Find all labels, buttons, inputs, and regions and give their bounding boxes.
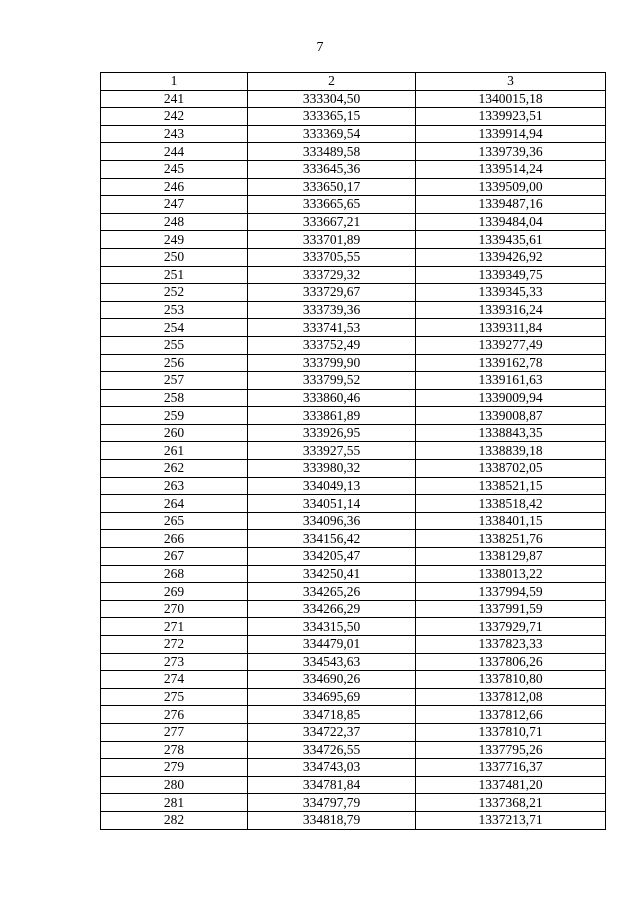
table-row <box>101 512 606 530</box>
coordinates-table <box>100 72 606 830</box>
x-coordinate-cell: 333369,54 <box>248 125 416 143</box>
x-coordinate-cell: 334743,03 <box>248 759 416 777</box>
point-number-cell: 268 <box>101 565 248 583</box>
y-coordinate-cell: 1339161,63 <box>416 372 606 390</box>
point-number-cell: 282 <box>101 811 248 829</box>
y-coordinate-cell: 1338401,15 <box>416 512 606 530</box>
table-row <box>101 477 606 495</box>
y-coordinate-cell: 1339316,24 <box>416 301 606 319</box>
y-coordinate-cell: 1339914,94 <box>416 125 606 143</box>
point-number-cell: 260 <box>101 424 248 442</box>
point-number-cell: 275 <box>101 688 248 706</box>
y-coordinate-cell: 1337716,37 <box>416 759 606 777</box>
table-row <box>101 213 606 231</box>
y-coordinate-cell: 1339311,84 <box>416 319 606 337</box>
y-coordinate-cell: 1338013,22 <box>416 565 606 583</box>
point-number-cell: 273 <box>101 653 248 671</box>
point-number-cell: 272 <box>101 636 248 654</box>
y-coordinate-cell: 1339345,33 <box>416 284 606 302</box>
x-coordinate-cell: 334690,26 <box>248 671 416 689</box>
y-coordinate-cell: 1337810,80 <box>416 671 606 689</box>
x-coordinate-cell: 334818,79 <box>248 811 416 829</box>
x-coordinate-cell: 334250,41 <box>248 565 416 583</box>
point-number-cell: 245 <box>101 160 248 178</box>
x-coordinate-cell: 333926,95 <box>248 424 416 442</box>
x-coordinate-cell: 333927,55 <box>248 442 416 460</box>
table-row <box>101 460 606 478</box>
y-coordinate-cell: 1339487,16 <box>416 196 606 214</box>
column-header-2: 2 <box>248 73 416 91</box>
point-number-cell: 279 <box>101 759 248 777</box>
y-coordinate-cell: 1337368,21 <box>416 794 606 812</box>
x-coordinate-cell: 334695,69 <box>248 688 416 706</box>
point-number-cell: 247 <box>101 196 248 214</box>
y-coordinate-cell: 1337823,33 <box>416 636 606 654</box>
x-coordinate-cell: 333752,49 <box>248 336 416 354</box>
x-coordinate-cell: 334265,26 <box>248 583 416 601</box>
x-coordinate-cell: 334781,84 <box>248 776 416 794</box>
table-header-row <box>101 73 606 91</box>
x-coordinate-cell: 334718,85 <box>248 706 416 724</box>
x-coordinate-cell: 333489,58 <box>248 143 416 161</box>
point-number-cell: 276 <box>101 706 248 724</box>
point-number-cell: 265 <box>101 512 248 530</box>
x-coordinate-cell: 333860,46 <box>248 389 416 407</box>
y-coordinate-cell: 1339009,94 <box>416 389 606 407</box>
x-coordinate-cell: 334797,79 <box>248 794 416 812</box>
table-row <box>101 125 606 143</box>
point-number-cell: 253 <box>101 301 248 319</box>
x-coordinate-cell: 333665,65 <box>248 196 416 214</box>
column-header-1: 1 <box>101 73 248 91</box>
point-number-cell: 255 <box>101 336 248 354</box>
table-row <box>101 424 606 442</box>
x-coordinate-cell: 333365,15 <box>248 108 416 126</box>
x-coordinate-cell: 333861,89 <box>248 407 416 425</box>
x-coordinate-cell: 333729,67 <box>248 284 416 302</box>
x-coordinate-cell: 333304,50 <box>248 90 416 108</box>
table-row <box>101 495 606 513</box>
y-coordinate-cell: 1337810,71 <box>416 723 606 741</box>
y-coordinate-cell: 1339435,61 <box>416 231 606 249</box>
table-row <box>101 583 606 601</box>
y-coordinate-cell: 1339739,36 <box>416 143 606 161</box>
point-number-cell: 244 <box>101 143 248 161</box>
column-header-3: 3 <box>416 73 606 91</box>
table-row <box>101 319 606 337</box>
point-number-cell: 248 <box>101 213 248 231</box>
y-coordinate-cell: 1339514,24 <box>416 160 606 178</box>
table-row <box>101 389 606 407</box>
x-coordinate-cell: 333667,21 <box>248 213 416 231</box>
table-row <box>101 143 606 161</box>
y-coordinate-cell: 1338521,15 <box>416 477 606 495</box>
table-row <box>101 565 606 583</box>
table-row <box>101 196 606 214</box>
y-coordinate-cell: 1337929,71 <box>416 618 606 636</box>
table-row <box>101 776 606 794</box>
point-number-cell: 258 <box>101 389 248 407</box>
table-row <box>101 336 606 354</box>
x-coordinate-cell: 333650,17 <box>248 178 416 196</box>
table-row <box>101 759 606 777</box>
table-row <box>101 178 606 196</box>
x-coordinate-cell: 333980,32 <box>248 460 416 478</box>
point-number-cell: 262 <box>101 460 248 478</box>
x-coordinate-cell: 333705,55 <box>248 248 416 266</box>
table-row <box>101 653 606 671</box>
y-coordinate-cell: 1338839,18 <box>416 442 606 460</box>
table-row <box>101 442 606 460</box>
y-coordinate-cell: 1337812,66 <box>416 706 606 724</box>
x-coordinate-cell: 333729,32 <box>248 266 416 284</box>
y-coordinate-cell: 1339349,75 <box>416 266 606 284</box>
table-row <box>101 636 606 654</box>
page-number: 7 <box>316 40 324 55</box>
y-coordinate-cell: 1337481,20 <box>416 776 606 794</box>
x-coordinate-cell: 334049,13 <box>248 477 416 495</box>
table-row <box>101 284 606 302</box>
point-number-cell: 277 <box>101 723 248 741</box>
point-number-cell: 250 <box>101 248 248 266</box>
point-number-cell: 266 <box>101 530 248 548</box>
table-row <box>101 706 606 724</box>
table-row <box>101 688 606 706</box>
table-row <box>101 794 606 812</box>
y-coordinate-cell: 1339162,78 <box>416 354 606 372</box>
point-number-cell: 280 <box>101 776 248 794</box>
point-number-cell: 246 <box>101 178 248 196</box>
table-row <box>101 108 606 126</box>
point-number-cell: 249 <box>101 231 248 249</box>
table-row <box>101 671 606 689</box>
table-row <box>101 548 606 566</box>
x-coordinate-cell: 334726,55 <box>248 741 416 759</box>
x-coordinate-cell: 333799,52 <box>248 372 416 390</box>
table-row <box>101 90 606 108</box>
x-coordinate-cell: 334722,37 <box>248 723 416 741</box>
table-row <box>101 248 606 266</box>
point-number-cell: 243 <box>101 125 248 143</box>
table-row <box>101 723 606 741</box>
table-row <box>101 407 606 425</box>
x-coordinate-cell: 333741,53 <box>248 319 416 337</box>
table-row <box>101 372 606 390</box>
x-coordinate-cell: 333701,89 <box>248 231 416 249</box>
point-number-cell: 251 <box>101 266 248 284</box>
y-coordinate-cell: 1337994,59 <box>416 583 606 601</box>
x-coordinate-cell: 333799,90 <box>248 354 416 372</box>
point-number-cell: 267 <box>101 548 248 566</box>
table-row <box>101 266 606 284</box>
point-number-cell: 274 <box>101 671 248 689</box>
x-coordinate-cell: 334096,36 <box>248 512 416 530</box>
table-row <box>101 231 606 249</box>
point-number-cell: 257 <box>101 372 248 390</box>
point-number-cell: 264 <box>101 495 248 513</box>
x-coordinate-cell: 334266,29 <box>248 600 416 618</box>
x-coordinate-cell: 334205,47 <box>248 548 416 566</box>
table-row <box>101 618 606 636</box>
y-coordinate-cell: 1338129,87 <box>416 548 606 566</box>
table-row <box>101 160 606 178</box>
point-number-cell: 281 <box>101 794 248 812</box>
y-coordinate-cell: 1339509,00 <box>416 178 606 196</box>
point-number-cell: 241 <box>101 90 248 108</box>
point-number-cell: 278 <box>101 741 248 759</box>
point-number-cell: 256 <box>101 354 248 372</box>
y-coordinate-cell: 1337213,71 <box>416 811 606 829</box>
y-coordinate-cell: 1338843,35 <box>416 424 606 442</box>
x-coordinate-cell: 334051,14 <box>248 495 416 513</box>
y-coordinate-cell: 1337806,26 <box>416 653 606 671</box>
point-number-cell: 271 <box>101 618 248 636</box>
point-number-cell: 252 <box>101 284 248 302</box>
y-coordinate-cell: 1339008,87 <box>416 407 606 425</box>
point-number-cell: 261 <box>101 442 248 460</box>
table-body <box>101 90 606 829</box>
x-coordinate-cell: 334479,01 <box>248 636 416 654</box>
y-coordinate-cell: 1338702,05 <box>416 460 606 478</box>
y-coordinate-cell: 1337795,26 <box>416 741 606 759</box>
point-number-cell: 269 <box>101 583 248 601</box>
point-number-cell: 270 <box>101 600 248 618</box>
y-coordinate-cell: 1338251,76 <box>416 530 606 548</box>
table-row <box>101 530 606 548</box>
table-row <box>101 354 606 372</box>
table-row <box>101 600 606 618</box>
x-coordinate-cell: 333739,36 <box>248 301 416 319</box>
y-coordinate-cell: 1339277,49 <box>416 336 606 354</box>
point-number-cell: 254 <box>101 319 248 337</box>
x-coordinate-cell: 334315,50 <box>248 618 416 636</box>
point-number-cell: 263 <box>101 477 248 495</box>
x-coordinate-cell: 334156,42 <box>248 530 416 548</box>
table-row <box>101 741 606 759</box>
x-coordinate-cell: 334543,63 <box>248 653 416 671</box>
table-row <box>101 301 606 319</box>
y-coordinate-cell: 1339923,51 <box>416 108 606 126</box>
table-row <box>101 811 606 829</box>
y-coordinate-cell: 1340015,18 <box>416 90 606 108</box>
point-number-cell: 259 <box>101 407 248 425</box>
y-coordinate-cell: 1337991,59 <box>416 600 606 618</box>
y-coordinate-cell: 1339426,92 <box>416 248 606 266</box>
y-coordinate-cell: 1338518,42 <box>416 495 606 513</box>
y-coordinate-cell: 1337812,08 <box>416 688 606 706</box>
y-coordinate-cell: 1339484,04 <box>416 213 606 231</box>
point-number-cell: 242 <box>101 108 248 126</box>
x-coordinate-cell: 333645,36 <box>248 160 416 178</box>
